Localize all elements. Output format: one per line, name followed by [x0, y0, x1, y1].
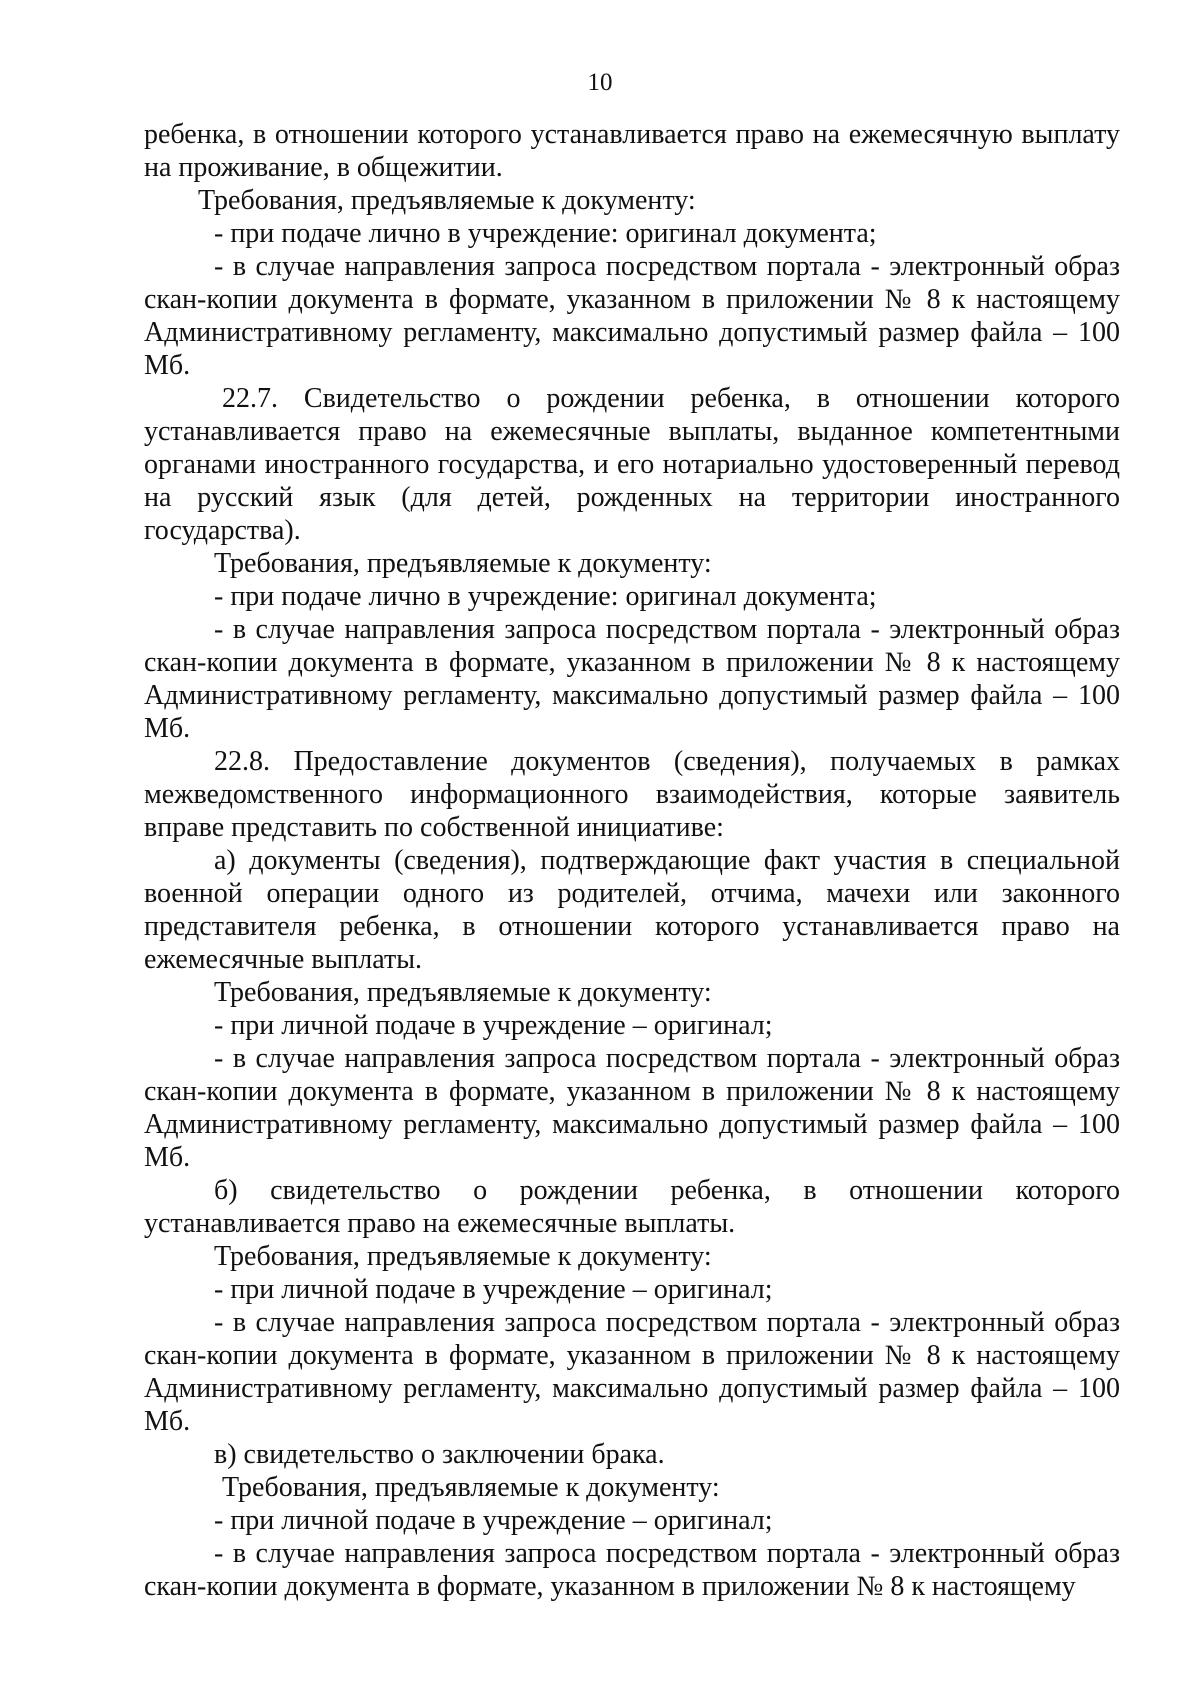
paragraph: Требования, предъявляемые к документу: — [222, 1472, 720, 1503]
paragraph: - при личной подаче в учреждение – оригинал; — [214, 1010, 773, 1041]
paragraph: 22.8. Предоставление документов (сведения), получаемых в рамках межведомственного информационного взаимодействия, которые заявитель вправе представить по собственной инициативе: — [144, 746, 1120, 843]
paragraph: Требования, предъявляемые к документу: — [198, 185, 696, 216]
paragraph: Требования, предъявляемые к документу: — [214, 977, 712, 1008]
paragraph: - при подаче лично в учреждение: оригинал документа; — [214, 581, 877, 612]
paragraph: ребенка, в отношении которого устанавливается право на ежемесячную выплату на проживание, в общежитии. — [144, 119, 1120, 183]
paragraph: Требования, предъявляемые к документу: — [214, 1241, 712, 1272]
paragraph: - в случае направления запроса посредством портала - электронный образ скан-копии документа в формате, указанном в приложении № 8 к настоящему Административному регламенту, максимально допустимый размер файла – 100 Мб. — [144, 1043, 1120, 1173]
paragraph: а) документы (сведения), подтверждающие факт участия в специальной военной операции одного из родителей, отчима, мачехи или законного представителя ребенка, в отношении которого устанавливается право на ежемесячные выплаты. — [144, 845, 1120, 975]
paragraph: - при подаче лично в учреждение: оригинал документа; — [214, 218, 877, 249]
paragraph: - при личной подаче в учреждение – оригинал; — [214, 1505, 773, 1536]
paragraph: в) свидетельство о заключении брака. — [214, 1439, 665, 1470]
paragraph: - в случае направления запроса посредством портала - электронный образ скан-копии документа в формате, указанном в приложении № 8 к настоящему Административному регламенту, максимально допустимый размер файла – 100 Мб. — [144, 251, 1120, 381]
paragraph: - в случае направления запроса посредством портала - электронный образ скан-копии документа в формате, указанном в приложении № 8 к настоящему Административному регламенту, максимально допустимый размер файла – 100 Мб. — [144, 1307, 1120, 1437]
paragraph: 22.7. Свидетельство о рождении ребенка, в отношении которого устанавливается право на ежемесячные выплаты, выданное компетентными органами иностранного государства, и его нотариально удостоверенный перевод на русский язык (для детей, рожденных на территории иностранного государства). — [144, 383, 1120, 546]
paragraph: - в случае направления запроса посредством портала - электронный образ скан-копии документа в формате, указанном в приложении № 8 к настоящему — [144, 1538, 1120, 1602]
paragraph: - в случае направления запроса посредством портала - электронный образ скан-копии документа в формате, указанном в приложении № 8 к настоящему Административному регламенту, максимально допустимый размер файла – 100 Мб. — [144, 614, 1120, 744]
body-text — [144, 118, 1120, 1603]
paragraph: Требования, предъявляемые к документу: — [214, 548, 712, 579]
page-number: 10 — [587, 69, 613, 96]
paragraph: - при личной подаче в учреждение – оригинал; — [214, 1274, 773, 1305]
paragraph: б) свидетельство о рождении ребенка, в отношении которого устанавливается право на ежемесячные выплаты. — [144, 1175, 1120, 1239]
